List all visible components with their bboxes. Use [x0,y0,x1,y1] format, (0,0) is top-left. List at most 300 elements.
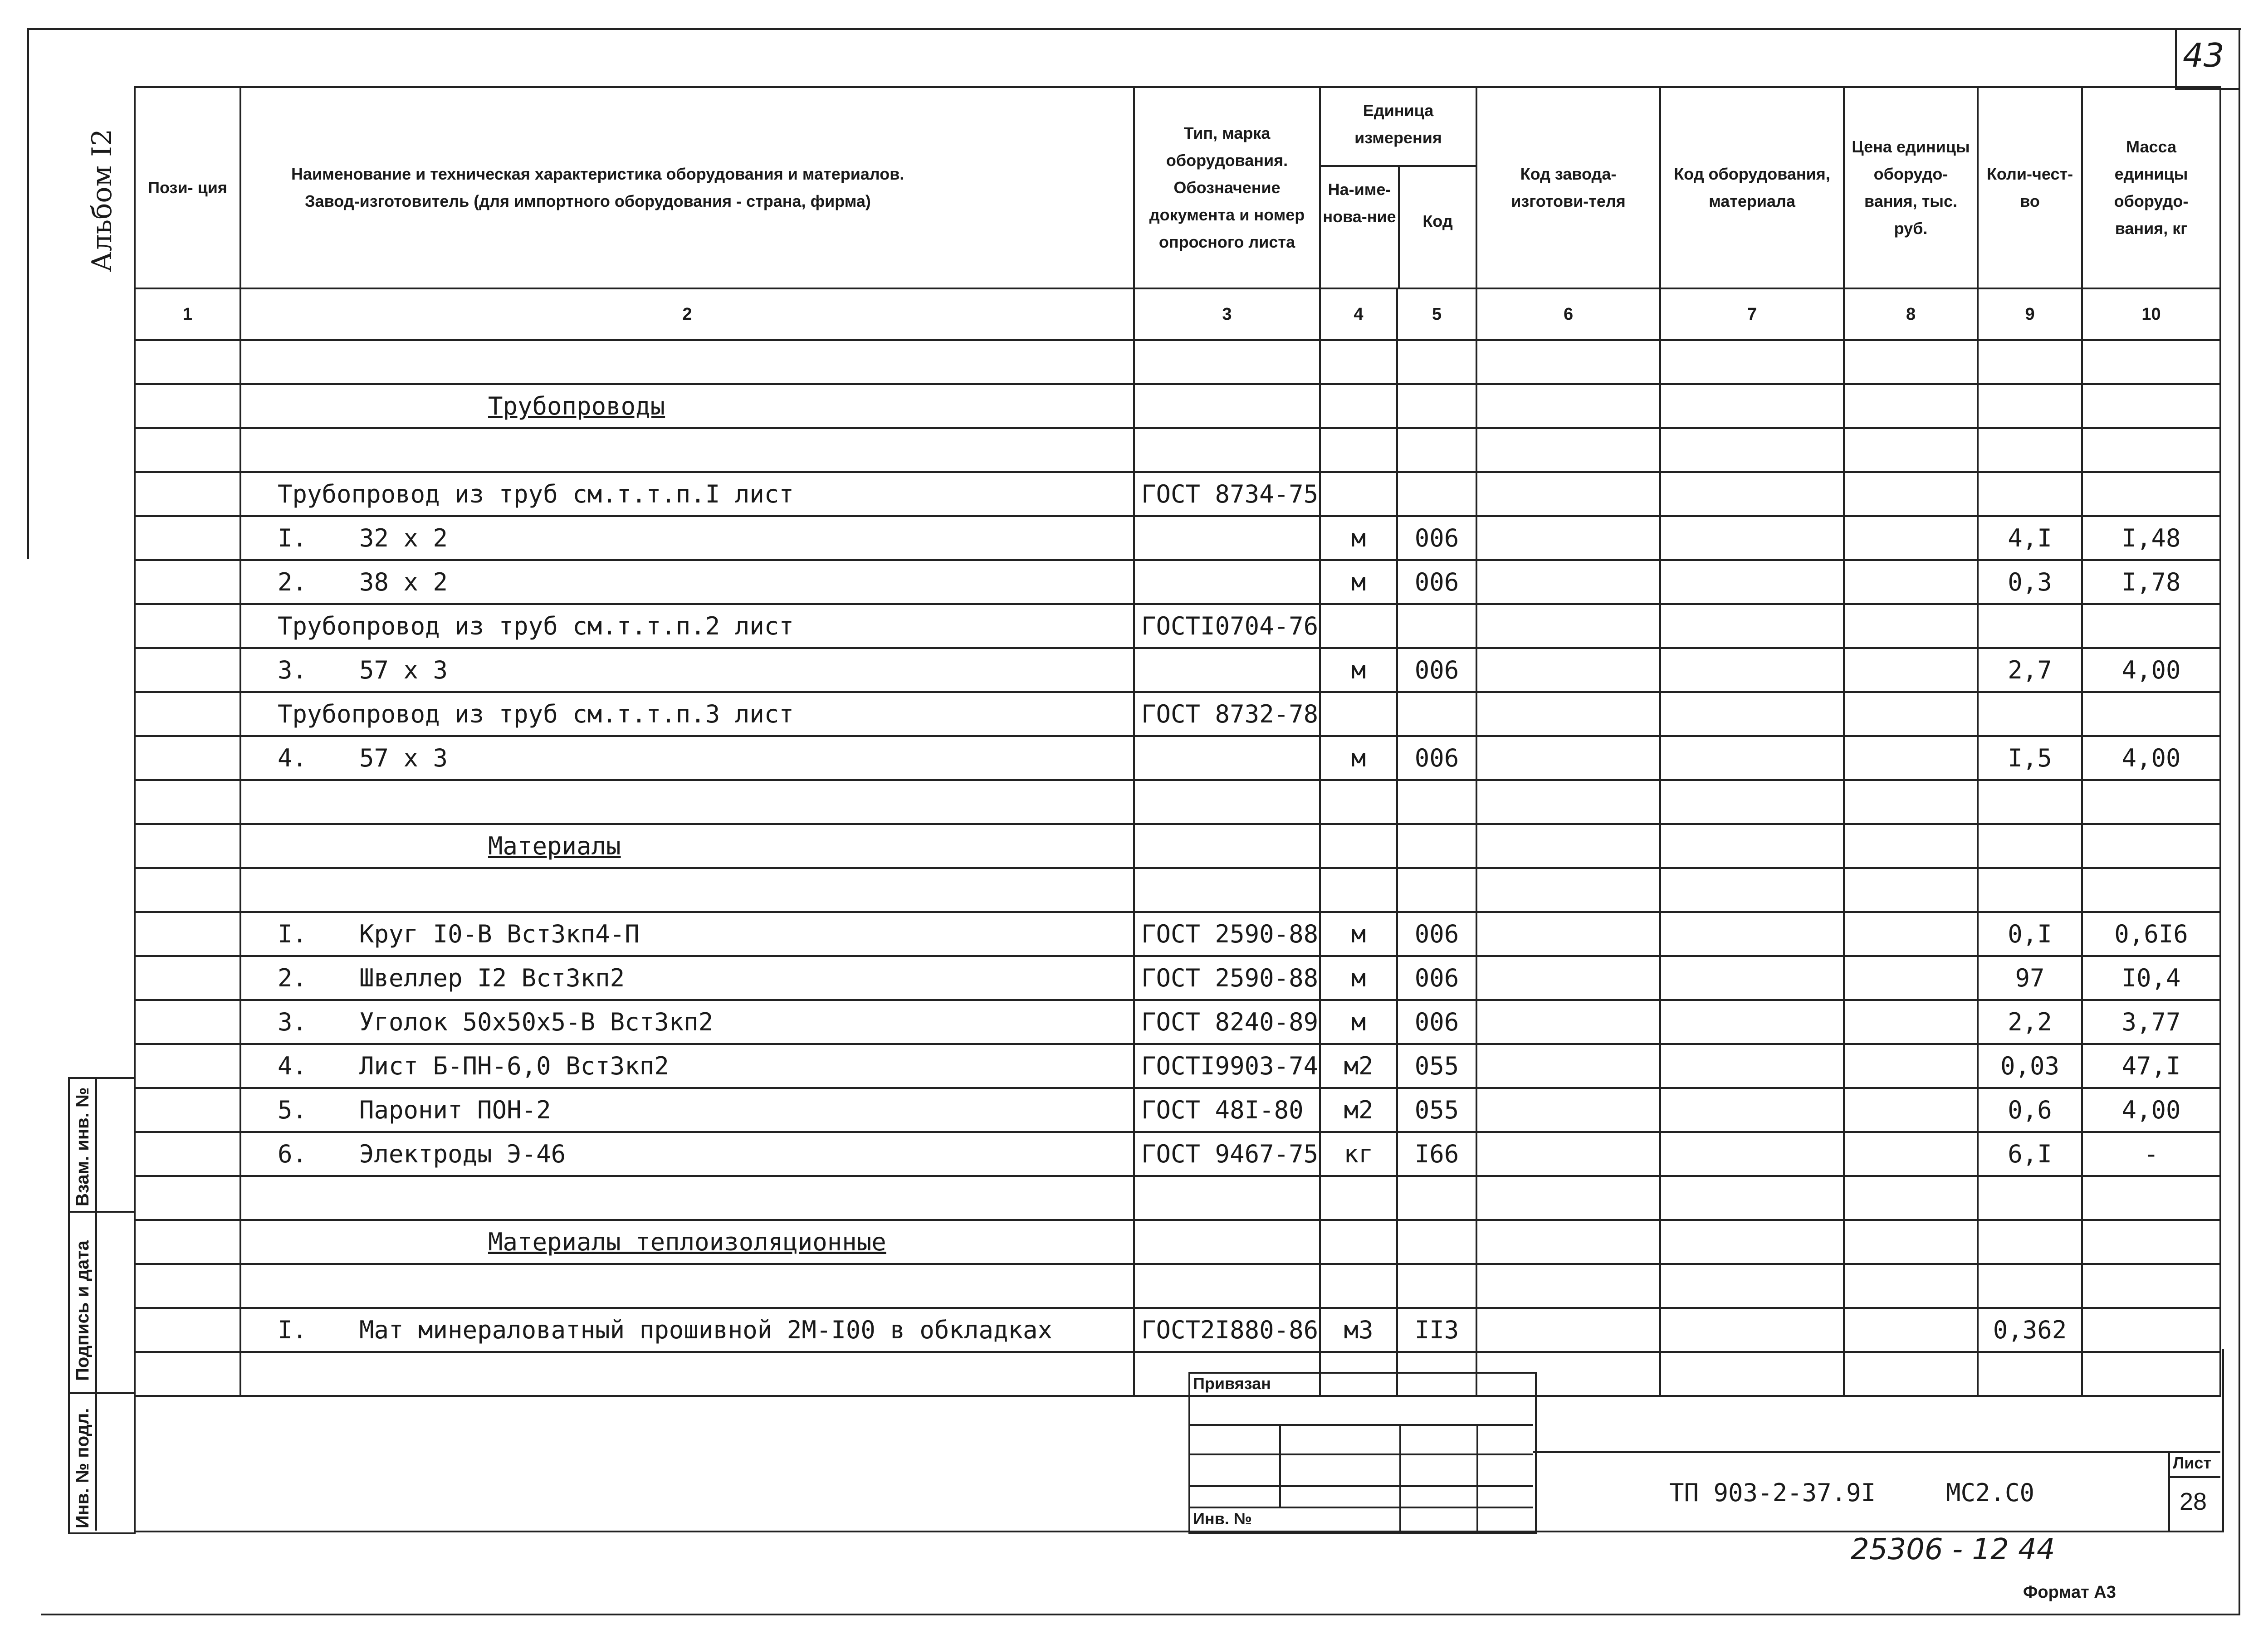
item-name: Трубопровод из труб см.т.т.п.3 лист [278,700,794,728]
cell-mass [2082,604,2220,648]
cell-equipment-code [1660,824,1844,868]
cell-name [240,1308,1134,1352]
col-num-6: 6 [1476,288,1660,340]
header-factory-code: Код завода-изготови-теля [1476,87,1660,288]
table-row [135,428,2220,472]
item-name: 38 x 2 [359,568,448,596]
cell-name [240,384,1134,428]
cell-price [1844,692,1978,736]
cell-factory-code [1476,956,1660,1000]
cell-equipment-code [1660,780,1844,824]
cell-mass [2082,868,2220,912]
item-position: 2. [278,964,308,992]
cell-unit: м [1320,912,1397,956]
header-name-line2: Завод-изготовитель (для импортного оборудования - страна, фирма) [305,192,871,210]
cell-mass [2082,1308,2220,1352]
cell-price [1844,340,1978,384]
cell-equipment-code [1660,1044,1844,1088]
cell-unit: кг [1320,1132,1397,1176]
left-border [27,28,29,559]
cell-equipment-code [1660,604,1844,648]
cell-unit [1320,340,1397,384]
side-label-inv: Инв. № подл. [73,1408,93,1528]
header-unit: Единица измерения [1321,88,1476,167]
cell-quantity: 0,3 [1978,560,2082,604]
cell-code [1397,340,1476,384]
stamp-title-line [1533,1451,2220,1453]
cell-doc [1134,516,1320,560]
cell-quantity [1978,1264,2082,1308]
stamp-vline-2 [1399,1424,1401,1531]
cell-equipment-code [1660,868,1844,912]
cell-code: 006 [1397,956,1476,1000]
cell-factory-code [1476,1220,1660,1264]
cell-unit [1320,428,1397,472]
cell-mass: 4,00 [2082,1088,2220,1132]
format-label: Формат А3 [2023,1583,2116,1602]
cell-quantity [1978,824,2082,868]
cell-position [135,1000,240,1044]
table-row [135,560,2220,604]
cell-doc [1134,868,1320,912]
cell-code [1397,604,1476,648]
cell-position [135,780,240,824]
cell-position [135,692,240,736]
cell-unit: м [1320,1000,1397,1044]
cell-price [1844,516,1978,560]
cell-code [1397,472,1476,516]
cell-doc [1134,560,1320,604]
cell-unit: м2 [1320,1044,1397,1088]
cell-unit [1320,1264,1397,1308]
item-position: 5. [278,1096,308,1124]
cell-doc [1134,824,1320,868]
right-border [2239,28,2240,1615]
cell-factory-code [1476,604,1660,648]
cell-code: 006 [1397,648,1476,692]
item-name: Мат минераловатный прошивной 2М-I00 в обкладках [359,1316,1053,1344]
cell-mass [2082,692,2220,736]
cell-equipment-code [1660,1132,1844,1176]
header-unit-code: Код [1422,212,1453,230]
cell-price [1844,1000,1978,1044]
cell-price [1844,472,1978,516]
cell-factory-code [1476,780,1660,824]
cell-code: 006 [1397,736,1476,780]
cell-quantity: I,5 [1978,736,2082,780]
cell-factory-code [1476,648,1660,692]
cell-quantity: 0,03 [1978,1044,2082,1088]
cell-factory-code [1476,912,1660,956]
cell-mass: 3,77 [2082,1000,2220,1044]
table-row [135,384,2220,428]
side-label-zam: Взам. инв. № [73,1087,93,1206]
cell-quantity: 6,I [1978,1132,2082,1176]
cell-code: 006 [1397,560,1476,604]
cell-code: 055 [1397,1044,1476,1088]
cell-mass [2082,1264,2220,1308]
cell-equipment-code [1660,736,1844,780]
cell-code: 006 [1397,912,1476,956]
item-position: 3. [278,1008,308,1036]
cell-doc: ГОСТ 48I-80 [1134,1088,1320,1132]
cell-doc [1134,1220,1320,1264]
header-unit-group [1320,87,1476,288]
cell-name [240,1176,1134,1220]
cell-position [135,516,240,560]
table-row [135,1264,2220,1308]
cell-unit [1320,384,1397,428]
cell-doc [1134,1264,1320,1308]
cell-equipment-code [1660,1220,1844,1264]
cell-unit: м [1320,560,1397,604]
cell-mass: - [2082,1132,2220,1176]
stamp-bound-label: Привязан [1193,1374,1271,1393]
item-name: Электроды Э-46 [359,1140,566,1168]
cell-quantity [1978,1220,2082,1264]
cell-price [1844,1044,1978,1088]
cell-position [135,736,240,780]
cell-unit [1320,692,1397,736]
cell-doc: ГОСТI0704-76 [1134,604,1320,648]
top-border [27,28,2241,30]
header-quantity: Коли-чест-во [1978,87,2082,288]
stamp-line-4 [1188,1507,1533,1508]
cell-factory-code [1476,428,1660,472]
handwritten-code: 25306 - 12 44 [1851,1533,2055,1566]
cell-price [1844,1220,1978,1264]
cell-unit: м3 [1320,1308,1397,1352]
col-num-5: 5 [1397,288,1476,340]
item-name: 57 x 3 [359,656,448,684]
col-num-8: 8 [1844,288,1978,340]
sheet-label: Лист [2173,1454,2212,1472]
item-position: 4. [278,744,308,772]
table-row [135,1220,2220,1264]
cell-mass [2082,472,2220,516]
cell-unit: м [1320,648,1397,692]
side-strip-divider [95,1077,97,1531]
cell-doc: ГОСТ 8240-89 [1134,1000,1320,1044]
cell-code [1397,1176,1476,1220]
cell-code: 006 [1397,1000,1476,1044]
cell-price [1844,1132,1978,1176]
col-num-2: 2 [240,288,1134,340]
cell-name [240,868,1134,912]
cell-code [1397,384,1476,428]
cell-doc [1134,780,1320,824]
cell-equipment-code [1660,912,1844,956]
cell-factory-code [1476,692,1660,736]
header-position: Пози- ция [135,87,240,288]
cell-equipment-code [1660,1176,1844,1220]
cell-name [240,560,1134,604]
cell-mass: 47,I [2082,1044,2220,1088]
cell-price [1844,824,1978,868]
cell-quantity [1978,340,2082,384]
header-row [135,87,2220,288]
cell-price [1844,1308,1978,1352]
cell-quantity [1978,780,2082,824]
cell-quantity: 97 [1978,956,2082,1000]
item-position: I. [278,1316,308,1344]
cell-quantity [1978,604,2082,648]
cell-code [1397,824,1476,868]
cell-equipment-code [1660,340,1844,384]
cell-mass: 4,00 [2082,648,2220,692]
cell-unit [1320,472,1397,516]
cell-factory-code [1476,1176,1660,1220]
stamp-vline-3 [1476,1424,1478,1531]
cell-mass: 0,6I6 [2082,912,2220,956]
cell-position [135,912,240,956]
cell-quantity: 0,6 [1978,1088,2082,1132]
cell-position [135,1044,240,1088]
cell-price [1844,428,1978,472]
cell-quantity: 2,2 [1978,1000,2082,1044]
cell-equipment-code [1660,1000,1844,1044]
cell-doc: ГОСТ 8732-78 [1134,692,1320,736]
item-name: Трубопровод из труб см.т.т.п.I лист [278,480,794,508]
cell-mass [2082,384,2220,428]
table-row [135,1088,2220,1132]
item-position: 6. [278,1140,308,1168]
table-row [135,912,2220,956]
cell-position [135,384,240,428]
cell-equipment-code [1660,428,1844,472]
cell-factory-code [1476,824,1660,868]
cell-price [1844,1264,1978,1308]
header-name-line1: Наименование и техническая характеристика оборудования и материалов. [291,165,904,183]
cell-position [135,340,240,384]
cell-price [1844,1176,1978,1220]
cell-unit [1320,604,1397,648]
section-title: Материалы теплоизоляционные [488,1228,886,1256]
cell-code [1397,868,1476,912]
header-type: Тип, марка оборудования. Обозначение документа и номер опросного листа [1134,87,1320,288]
stamp-designation: ТП 903-2-37.9I [1669,1478,1876,1507]
table-row [135,824,2220,868]
cell-mass [2082,428,2220,472]
cell-code: 055 [1397,1088,1476,1132]
item-name: Лист Б-ПН-6,0 ВстЗкп2 [359,1052,669,1080]
cell-code [1397,1220,1476,1264]
cell-name [240,1000,1134,1044]
cell-equipment-code [1660,1088,1844,1132]
cell-equipment-code [1660,692,1844,736]
cell-price [1844,648,1978,692]
cell-name [240,340,1134,384]
header-unit-name: На-име-нова-ние [1321,167,1400,288]
cell-code [1397,692,1476,736]
album-label: Альбом I2 [86,128,118,272]
cell-price [1844,560,1978,604]
page-number: 43 [2183,36,2224,74]
cell-mass [2082,1176,2220,1220]
cell-position [135,1308,240,1352]
cell-name [240,1088,1134,1132]
cell-code: II3 [1397,1308,1476,1352]
cell-quantity [1978,868,2082,912]
cell-quantity [1978,472,2082,516]
table-row [135,780,2220,824]
side-label-sign: Подпись и дата [73,1240,93,1381]
cell-doc: ГОСТ 2590-88 [1134,912,1320,956]
cell-mass [2082,780,2220,824]
col-num-9: 9 [1978,288,2082,340]
stamp-vline-1 [1279,1424,1281,1507]
cell-position [135,560,240,604]
header-equipment-code: Код оборудования, материала [1660,87,1844,288]
cell-name [240,824,1134,868]
cell-equipment-code [1660,384,1844,428]
cell-price [1844,736,1978,780]
cell-doc [1134,384,1320,428]
col-num-7: 7 [1660,288,1844,340]
item-position: 3. [278,656,308,684]
cell-equipment-code [1660,560,1844,604]
cell-doc: ГОСТ 9467-75 [1134,1132,1320,1176]
cell-unit [1320,868,1397,912]
cell-name [240,1132,1134,1176]
cell-name [240,1220,1134,1264]
cell-mass: I,78 [2082,560,2220,604]
cell-factory-code [1476,1264,1660,1308]
table-row [135,1044,2220,1088]
cell-position [135,472,240,516]
col-num-4: 4 [1320,288,1397,340]
cell-factory-code [1476,1000,1660,1044]
header-mass: Масса единицы оборудо-вания, кг [2082,87,2220,288]
header-price: Цена единицы оборудо-вания, тыс. руб. [1844,87,1978,288]
cell-quantity: 2,7 [1978,648,2082,692]
sheet-box-line [2168,1476,2220,1478]
table-row [135,472,2220,516]
item-name: Швеллер I2 ВстЗкп2 [359,964,625,992]
cell-factory-code [1476,1044,1660,1088]
cell-quantity [1978,1176,2082,1220]
table-row [135,340,2220,384]
table-row [135,1000,2220,1044]
sheet-number: 28 [2180,1488,2207,1515]
cell-factory-code [1476,384,1660,428]
table-row [135,736,2220,780]
cell-quantity: 0,I [1978,912,2082,956]
cell-mass: I,48 [2082,516,2220,560]
cell-position [135,428,240,472]
cell-mass: I0,4 [2082,956,2220,1000]
stamp-mark: МС2.С0 [1946,1478,2035,1507]
table-row [135,516,2220,560]
col-num-10: 10 [2082,288,2220,340]
cell-quantity [1978,384,2082,428]
cell-position [135,604,240,648]
cell-name [240,1044,1134,1088]
cell-equipment-code [1660,516,1844,560]
item-name: Трубопровод из труб см.т.т.п.2 лист [278,612,794,640]
cell-name [240,428,1134,472]
cell-name [240,780,1134,824]
item-name: Паронит ПОН-2 [359,1096,551,1124]
cell-unit: м2 [1320,1088,1397,1132]
col-num-1: 1 [135,288,240,340]
cell-doc: ГОСТI9903-74 [1134,1044,1320,1088]
item-name: Круг I0-В ВстЗкп4-П [359,920,640,948]
cell-code: 006 [1397,516,1476,560]
cell-name [240,516,1134,560]
cell-name [240,604,1134,648]
cell-quantity: 0,362 [1978,1308,2082,1352]
column-number-row [135,288,2220,340]
cell-name [240,1264,1134,1308]
table-row [135,648,2220,692]
cell-doc: ГОСТ 2590-88 [1134,956,1320,1000]
stamp-inv-label: Инв. № [1193,1509,1252,1528]
item-name: 57 x 3 [359,744,448,772]
item-position: I. [278,524,308,552]
table-row [135,868,2220,912]
cell-position [135,1220,240,1264]
bottom-border [41,1614,2240,1615]
specification-table [134,86,2221,1397]
cell-factory-code [1476,340,1660,384]
cell-price [1844,912,1978,956]
cell-factory-code [1476,1088,1660,1132]
cell-position [135,1132,240,1176]
cell-position [135,956,240,1000]
item-name: 32 x 2 [359,524,448,552]
table-row [135,1308,2220,1352]
table-row [135,692,2220,736]
cell-factory-code [1476,472,1660,516]
cell-position [135,1088,240,1132]
table-row [135,1132,2220,1176]
cell-name [240,912,1134,956]
cell-position [135,1264,240,1308]
cell-name [240,736,1134,780]
cell-code [1397,780,1476,824]
section-title: Трубопроводы [488,392,665,420]
header-name [240,87,1134,288]
cell-unit [1320,824,1397,868]
cell-mass: 4,00 [2082,736,2220,780]
cell-doc: ГОСТ2I880-86 [1134,1308,1320,1352]
cell-position [135,824,240,868]
cell-position [135,648,240,692]
cell-unit: м [1320,956,1397,1000]
cell-quantity: 4,I [1978,516,2082,560]
side-strip-line-2 [68,1392,134,1394]
cell-name [240,648,1134,692]
stamp-line-2 [1188,1454,1533,1455]
cell-equipment-code [1660,648,1844,692]
section-title: Материалы [488,832,621,860]
cell-quantity [1978,692,2082,736]
cell-factory-code [1476,1132,1660,1176]
cell-doc [1134,736,1320,780]
cell-factory-code [1476,560,1660,604]
cell-doc [1134,340,1320,384]
cell-unit: м [1320,736,1397,780]
cell-name [240,956,1134,1000]
cell-equipment-code [1660,1264,1844,1308]
cell-factory-code [1476,868,1660,912]
table-row [135,1176,2220,1220]
cell-equipment-code [1660,956,1844,1000]
table-row [135,604,2220,648]
cell-price [1844,604,1978,648]
cell-price [1844,1088,1978,1132]
